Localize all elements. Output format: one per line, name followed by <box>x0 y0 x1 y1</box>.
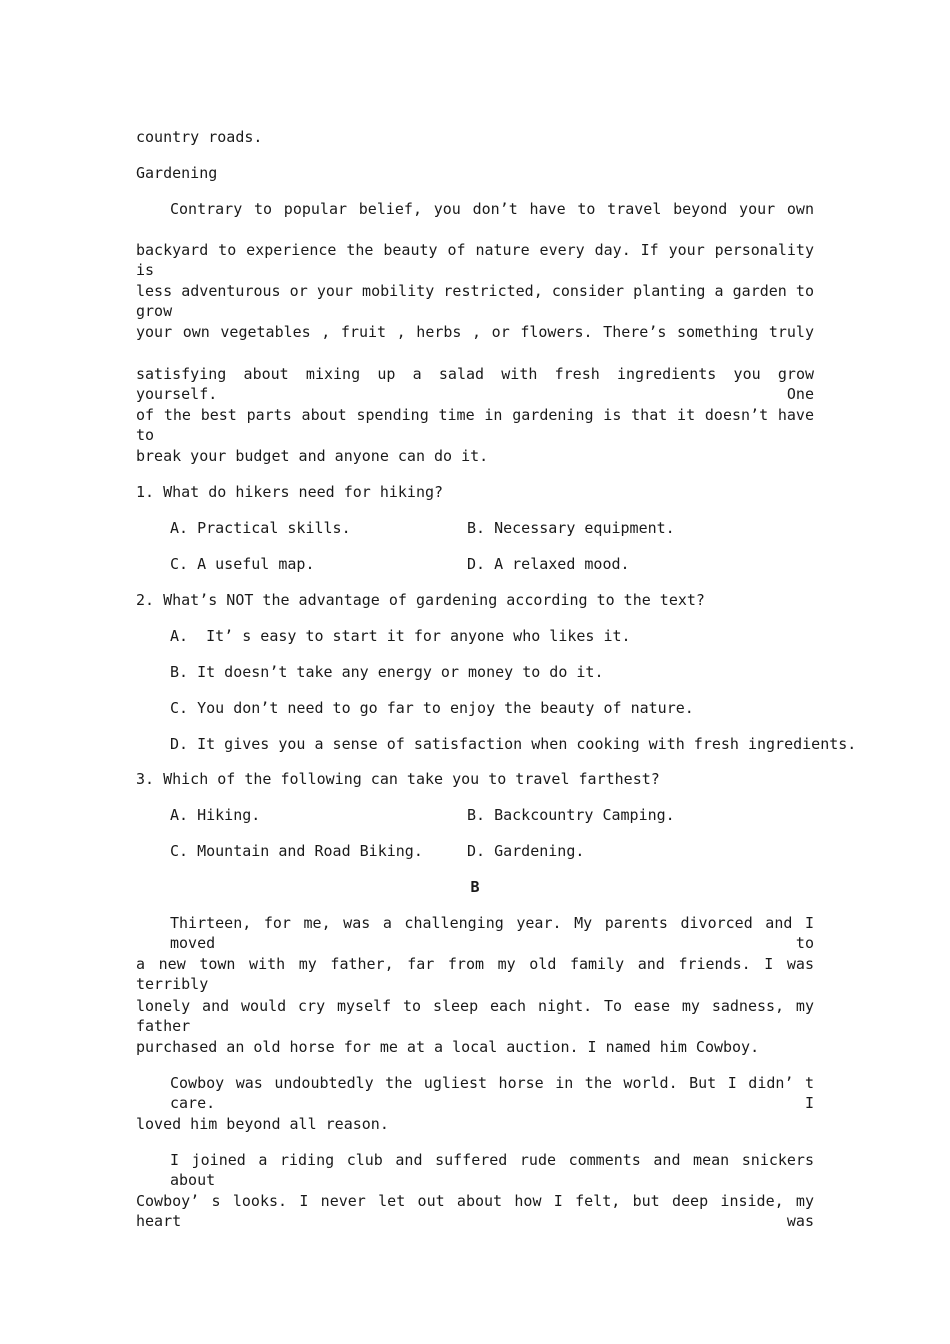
option-b: B. Backcountry Camping. <box>467 806 675 824</box>
passage-b-line: Cowboy’ s looks. I never let out about how I felt, but deep inside, my heart was <box>136 1192 814 1230</box>
question-stem: 2. What’s NOT the advantage of gardening according to the text? <box>136 591 705 609</box>
gardening-line: break your budget and anyone can do it. <box>136 447 489 465</box>
option-c: C. You don’t need to go far to enjoy the beauty of nature. <box>170 699 694 717</box>
gardening-heading: Gardening <box>136 164 218 182</box>
passage-b-line: lonely and would cry myself to sleep each night. To ease my sadness, my father <box>136 997 814 1035</box>
option-d: D. Gardening. <box>467 842 585 860</box>
passage-b-line: I joined a riding club and suffered rude comments and mean snickers about <box>170 1151 814 1189</box>
option-d: D. It gives you a sense of satisfaction when cooking with fresh ingredients. <box>170 735 857 753</box>
gardening-line: less adventurous or your mobility restricted, consider planting a garden to grow <box>136 282 814 320</box>
gardening-line: satisfying about mixing up a salad with fresh ingredients you grow yourself. One <box>136 365 814 403</box>
option-b: B. Necessary equipment. <box>467 519 675 537</box>
passage-b-line: purchased an old horse for me at a local auction. I named him Cowboy. <box>136 1038 760 1056</box>
question-stem: 1. What do hikers need for hiking? <box>136 483 444 501</box>
gardening-line: backyard to experience the beauty of nature every day. If your personality is <box>136 241 814 279</box>
passage-b-line: loved him beyond all reason. <box>136 1115 389 1133</box>
passage-b-line: a new town with my father, far from my old family and friends. I was terribly <box>136 955 814 993</box>
gardening-line: your own vegetables , fruit , herbs , or flowers. There’s something truly <box>136 323 814 341</box>
question-stem: 3. Which of the following can take you to travel farthest? <box>136 770 660 788</box>
gardening-line: Contrary to popular belief, you don’t have to travel beyond your own <box>170 200 814 218</box>
option-b: B. It doesn’t take any energy or money to do it. <box>170 663 604 681</box>
option-c: C. Mountain and Road Biking. <box>170 842 423 860</box>
option-d: D. A relaxed mood. <box>467 555 630 573</box>
passage-b-line: Cowboy was undoubtedly the ugliest horse in the world. But I didn’ t care. I <box>170 1074 814 1112</box>
continuation-line: country roads. <box>136 128 263 146</box>
option-a: A. Practical skills. <box>170 519 351 537</box>
option-c: C. A useful map. <box>170 555 315 573</box>
option-a: A. It’ s easy to start it for anyone who likes it. <box>170 627 631 645</box>
passage-b-line: Thirteen, for me, was a challenging year. My parents divorced and I moved to <box>170 914 814 952</box>
section-heading-b: B <box>470 878 480 896</box>
gardening-line: of the best parts about spending time in gardening is that it doesn’t have to <box>136 406 814 444</box>
option-a: A. Hiking. <box>170 806 261 824</box>
